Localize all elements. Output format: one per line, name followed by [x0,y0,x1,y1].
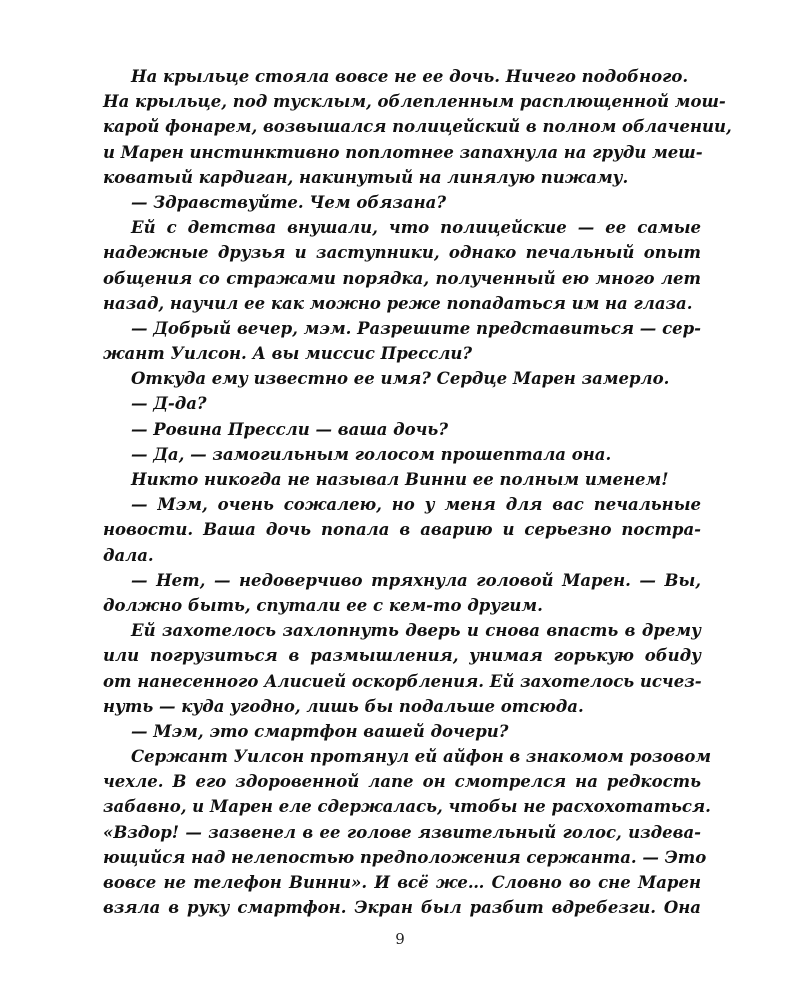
text-line: вовсе не телефон Винни». И всё же… Словно во сне Марен [103,873,701,892]
text-line: ющийся над нелепостью предположения сержанта. — Это [103,847,707,867]
text-line: от нанесенного Алисией оскорбления. Ей захотелось исчез- [103,671,702,691]
text-line: забавно, и Марен еле сдержалась, чтобы не расхохотаться. [103,797,711,817]
text-line: Откуда ему известно ее имя? Сердце Марен замерло. [131,369,670,389]
text-line: — Здравствуйте. Чем обязана? [131,192,446,212]
text-line: и Марен инстинктивно поплотнее запахнула на груди меш- [103,142,703,162]
text-line: чехле. В его здоровенной лапе он смотрелся на редкость [103,772,701,792]
text-line: Ей с детства внушали, что полицейские — ее самые [131,218,701,238]
text-line: — Д-да? [131,394,207,414]
text-line: взяла в руку смартфон. Экран был разбит вдребезги. Она [103,898,701,918]
text-line: — Да, — замогильным голосом прошептала она. [131,444,612,464]
text-line: Никто никогда не называл Винни ее полным именем! [131,470,669,489]
text-line: общения со стражами порядка, полученный ею много лет [103,268,701,288]
text-line: — Мэм, очень сожалею, но у меня для вас печальные [131,495,701,515]
text-line: — Добрый вечер, мэм. Разрешите представиться — сер- [131,318,701,338]
text-line: или погрузиться в размышления, унимая горькую обиду [103,646,701,666]
page-number: 9 [395,930,405,948]
text-line: На крыльце стояла вовсе не ее дочь. Ничего подобного. [131,67,689,86]
text-line: «Вздор! — зазвенел в ее голове язвительный голос, издева- [103,822,701,842]
text-line: карой фонарем, возвышался полицейский в полном облачении, [103,117,732,137]
text-line: жант Уилсон. А вы миссис Прессли? [103,344,473,364]
text-line: должно быть, спутали ее с кем-то другим. [103,595,543,615]
text-line: назад, научил ее как можно реже попадаться им на глаза. [103,293,693,313]
text-line: — Мэм, это смартфон вашей дочери? [131,721,509,741]
text-line: коватый кардиган, накинутый на линялую пижаму. [103,167,629,187]
text-line: надежные друзья и заступники, однако печальный опыт [103,243,701,263]
text-line: Сержант Уилсон протянул ей айфон в знакомом розовом [131,747,712,767]
text-line: На крыльце, под тусклым, облепленным расплющенной мош- [103,92,726,112]
text-line: — Нет, — недоверчиво тряхнула головой Марен. — Вы, [131,570,701,590]
text-line: — Ровина Прессли — ваша дочь? [131,419,448,439]
text-line: дала. [103,545,154,565]
text-line: нуть — куда угодно, лишь бы подальше отсюда. [103,696,584,716]
text-line: новости. Ваша дочь попала в аварию и серьезно постра- [103,520,701,540]
text-line: Ей захотелось захлопнуть дверь и снова впасть в дрему [131,621,701,641]
body-text [103,64,732,920]
